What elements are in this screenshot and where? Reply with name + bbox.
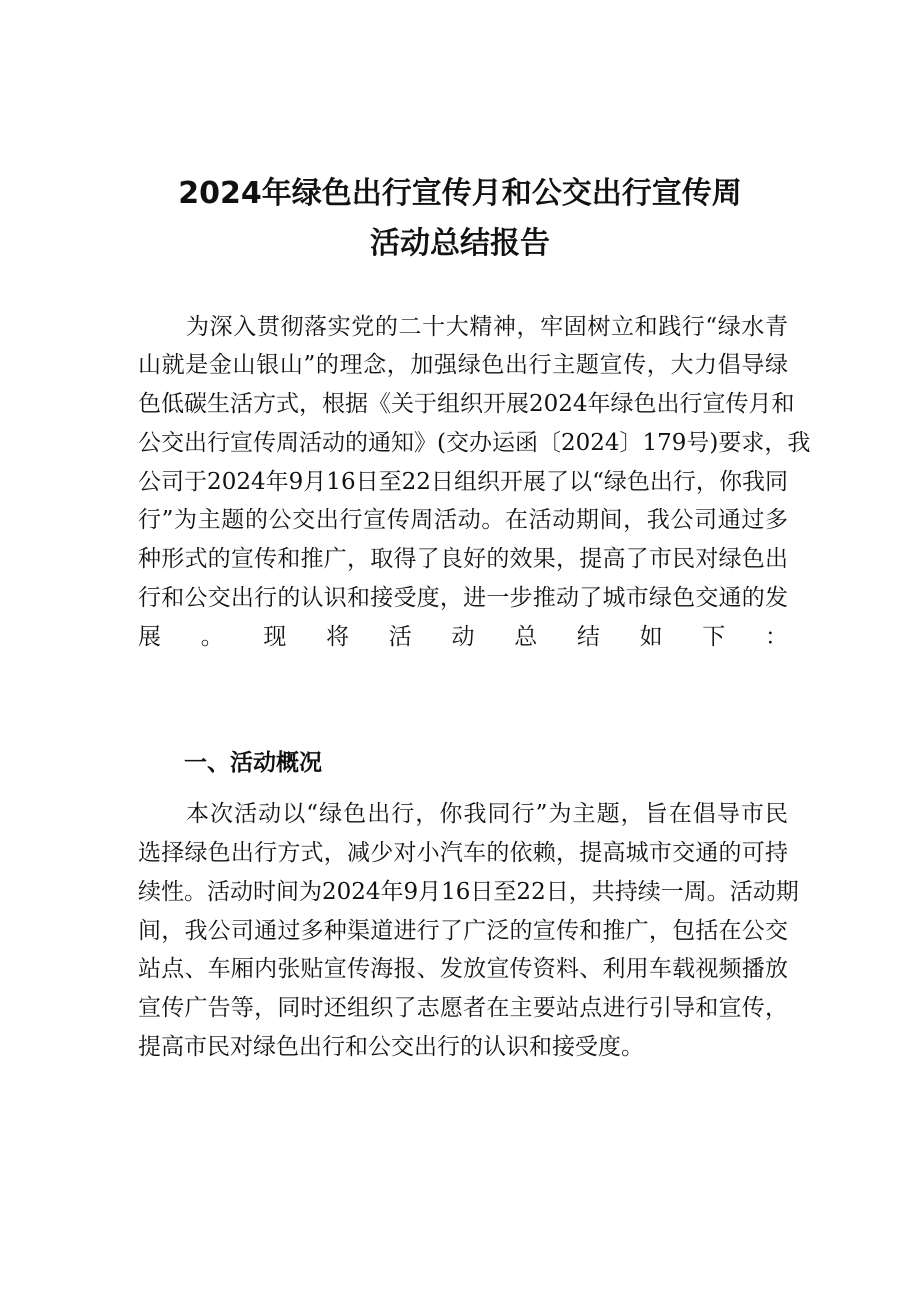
document-title-line-2: 活动总结报告 <box>370 226 550 261</box>
intro-paragraph-line: 为深入贯彻落实党的二十大精神，牢固树立和践行“绿水青 <box>186 314 788 340</box>
intro-paragraph-line: 山就是金山银山”的理念，加强绿色出行主题宣传，大力倡导绿 <box>138 352 788 378</box>
section-paragraph-line: 续性。活动时间为2024年9月16日至22日，共持续一周。活动期 <box>138 879 799 905</box>
intro-paragraph-line: 色低碳生活方式，根据《关于组织开展2024年绿色出行宣传月和 <box>138 391 795 417</box>
intro-paragraph-line: 公交出行宣传周活动的通知》(交办运函〔2024〕179号)要求，我 <box>138 430 811 456</box>
document-title-line-1: 2024年绿色出行宣传月和公交出行宣传周 <box>178 176 742 211</box>
section-paragraph-line: 站点、车厢内张贴宣传海报、发放宣传资料、利用车载视频播放 <box>138 956 788 982</box>
section-paragraph-line: 间，我公司通过多种渠道进行了广泛的宣传和推广，包括在公交 <box>138 918 788 944</box>
intro-paragraph-line: 行和公交出行的认识和接受度，进一步推动了城市绿色交通的发 <box>138 585 788 611</box>
section-paragraph-line: 本次活动以“绿色出行，你我同行”为主题，旨在倡导市民 <box>186 801 788 827</box>
intro-paragraph-line: 种形式的宣传和推广，取得了良好的效果，提高了市民对绿色出 <box>138 546 788 572</box>
section-heading: 一、活动概况 <box>184 750 322 776</box>
intro-paragraph-line: 展。现将活动总结如下： <box>138 624 788 650</box>
intro-paragraph-line: 行”为主题的公交出行宣传周活动。在活动期间，我公司通过多 <box>138 507 788 533</box>
section-paragraph-line: 选择绿色出行方式，减少对小汽车的依赖，提高城市交通的可持 <box>138 840 788 866</box>
section-paragraph-line: 宣传广告等，同时还组织了志愿者在主要站点进行引导和宣传， <box>138 995 788 1021</box>
section-paragraph-line: 提高市民对绿色出行和公交出行的认识和接受度。 <box>138 1034 644 1060</box>
intro-paragraph-line: 公司于2024年9月16日至22日组织开展了以“绿色出行，你我同 <box>138 469 788 495</box>
